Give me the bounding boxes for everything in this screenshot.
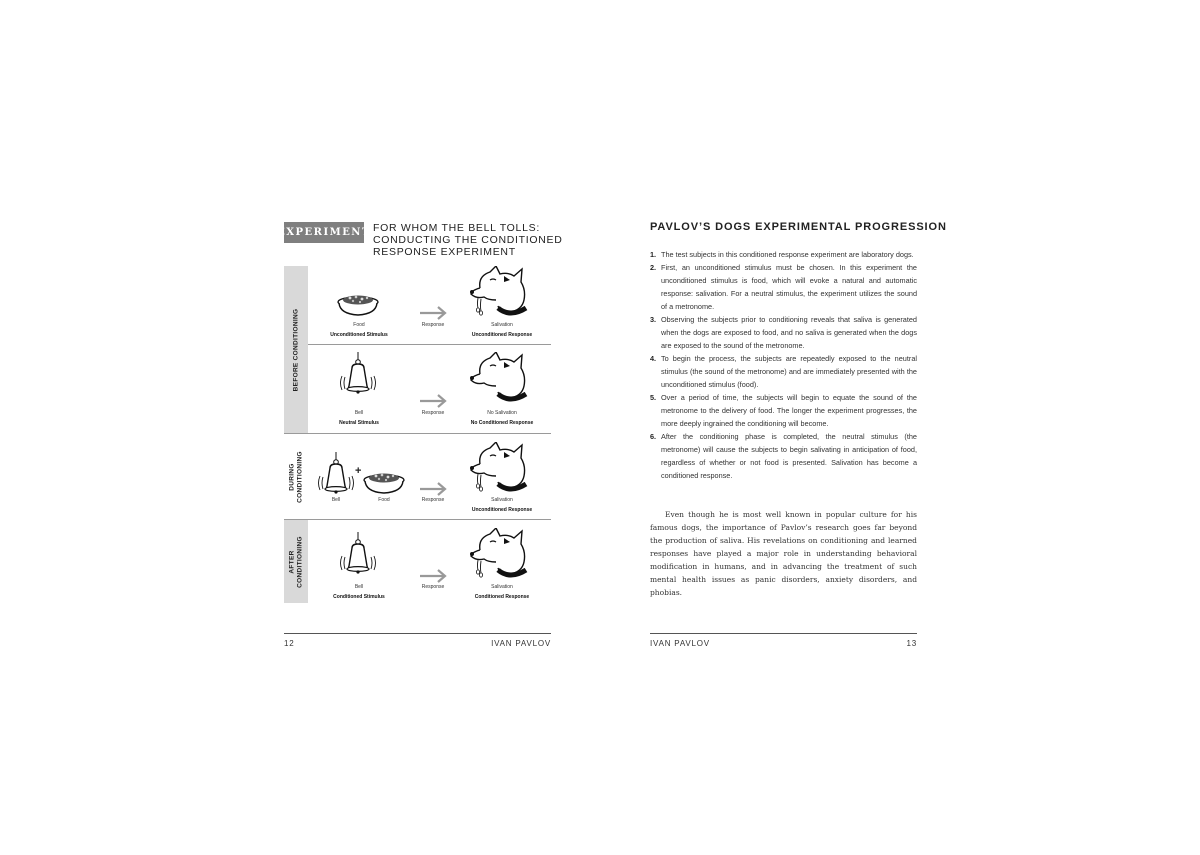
dog-icon (470, 352, 530, 402)
footer-rule (650, 633, 917, 634)
before-conditioning-row (284, 266, 551, 434)
stimulus-type-caption: Neutral Stimulus (339, 420, 379, 426)
response-type-caption: Unconditioned Response (471, 332, 533, 338)
list-item: 1. The test subjects in this conditioned response experiment are laboratory dogs. (650, 250, 914, 259)
plus-sign: + (355, 465, 362, 477)
panel-divider (308, 344, 551, 345)
dog-salivating-icon (470, 528, 530, 578)
stimulus-caption: Bell (354, 584, 364, 590)
response-type-caption: No Conditioned Response (470, 420, 534, 426)
arrow-icon (420, 394, 447, 408)
stimulus-type-caption: Unconditioned Stimulus (330, 332, 388, 338)
dog-salivating-icon (470, 442, 530, 492)
list-item: 6. After the conditioning phase is completed, the neutral stimulus (the metronome) will cause the subjects to begin salivating in anticipation of food, regardless of whether or not food is presented. Salivation has become a conditioned response. (650, 432, 917, 480)
footer-rule (284, 633, 551, 634)
page-number: 13 (906, 639, 917, 648)
experiment-badge: EXPERIMENT (284, 222, 364, 243)
stimulus-caption: Food (378, 497, 390, 503)
after-conditioning-row (284, 520, 551, 603)
arrow-caption: Response (421, 497, 445, 503)
arrow-caption: Response (421, 410, 445, 416)
section-title: PAVLOV’S DOGS EXPERIMENTAL PROGRESSION (650, 221, 947, 233)
stimulus-caption: Bell (354, 410, 364, 416)
arrow-icon (420, 569, 447, 583)
during-conditioning-label: DURING CONDITIONING (288, 450, 303, 503)
response-caption: Salivation (491, 497, 513, 503)
response-caption: No Salivation (487, 410, 517, 416)
bell-icon (338, 532, 378, 575)
list-item: 2. First, an unconditioned stimulus must be chosen. In this experiment the unconditioned stimulus is food, which will evoke a natural and automatic response: salivation. For a neutral stimulus, the experiment utilizes the sound of a metronome. (650, 263, 917, 311)
list-item: 4. To begin the process, the subjects are repeatedly exposed to the neutral stimulus (the sound of the metronome) and are immediately presented with the unconditioned stimulus (food). (650, 354, 917, 389)
steps-list (650, 248, 917, 482)
body-paragraph: Even though he is most well known in popular culture for his famous dogs, the importance of Pavlov’s research goes far beyond the production of saliva. His revelations on conditioning and learned responses have played a major role in understanding behavioral modification in humans, and in advancing the treatment of such mental health issues as panic disorders, anxiety disorders, and phobias. (650, 510, 917, 597)
running-head: IVAN PAVLOV (650, 639, 710, 648)
food-bowl-icon (334, 290, 382, 318)
response-type-caption: Conditioned Response (474, 594, 530, 600)
experiment-title-line: CONDUCTING THE CONDITIONED (373, 234, 563, 246)
bell-icon (316, 452, 356, 495)
experiment-title (373, 222, 563, 258)
before-conditioning-label: BEFORE CONDITIONING (284, 266, 308, 433)
stimulus-caption: Food (353, 322, 365, 328)
list-item: 5. Over a period of time, the subjects will begin to equate the sound of the metronome to the delivery of food. The longer the experiment progresses, the more deeply ingrained the conditioning will become. (650, 393, 917, 428)
response-type-caption: Unconditioned Response (471, 507, 533, 513)
list-item: 3. Observing the subjects prior to conditioning reveals that saliva is generated when the dogs are exposed to food, and no saliva is generated when the dogs are exposed to the sound of the metronome. (650, 315, 917, 350)
arrow-caption: Response (421, 322, 445, 328)
during-conditioning-row (284, 434, 551, 520)
food-bowl-icon (360, 468, 408, 496)
arrow-caption: Response (421, 584, 445, 590)
experiment-title-line: RESPONSE EXPERIMENT (373, 246, 516, 258)
after-conditioning-label: AFTER CONDITIONING (284, 520, 308, 603)
bell-icon (338, 352, 378, 395)
experiment-title-line: FOR WHOM THE BELL TOLLS: (373, 222, 540, 234)
response-caption: Salivation (491, 584, 513, 590)
stimulus-type-caption: Conditioned Stimulus (333, 594, 385, 600)
page-number: 12 (284, 639, 295, 648)
response-caption: Salivation (491, 322, 513, 328)
stimulus-caption: Bell (331, 497, 341, 503)
arrow-icon (420, 306, 447, 320)
arrow-icon (420, 482, 447, 496)
running-head: IVAN PAVLOV (491, 639, 551, 648)
dog-salivating-icon (470, 266, 530, 316)
